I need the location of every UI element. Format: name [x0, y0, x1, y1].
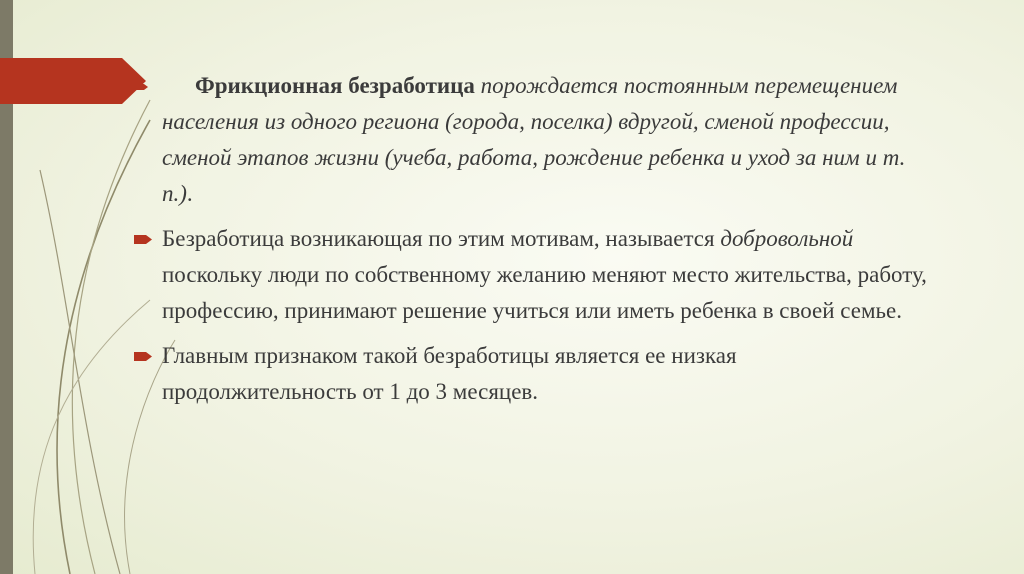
paragraph-2: [132, 221, 932, 329]
paragraph-2-text-b: поскольку люди по собственному желанию меняют место жительства, работу, профессию, принимают решение учиться или иметь ребенка в своей семье.: [162, 262, 927, 323]
bullet-arrow-icon: [134, 352, 152, 361]
paragraph-2-italic: добровольной: [720, 226, 854, 251]
paragraph-3-text: Главным признаком такой безработицы является ее низкая продолжительность от 1 до 3 месяцев.: [162, 343, 737, 404]
paragraph-1: [132, 68, 932, 212]
paragraph-3: [132, 338, 932, 410]
bullet-arrow-icon: [134, 235, 152, 244]
slide-content: [132, 68, 932, 419]
paragraph-2-text-a: Безработица возникающая по этим мотивам, называется: [162, 226, 721, 251]
paragraph-1-italic: порождается постоянным перемещением населения из одного региона (города, поселка) вдругой, сменой профессии, сменой этапов жизни (учеба, работа, рождение ребенка и уход за ним и т. п.): [162, 73, 906, 206]
red-banner-arrow: [0, 58, 148, 104]
bullet-arrow-icon: [136, 84, 148, 90]
paragraph-1-end: .: [186, 181, 193, 206]
term-bold: Фрикционная безработица: [195, 73, 475, 98]
